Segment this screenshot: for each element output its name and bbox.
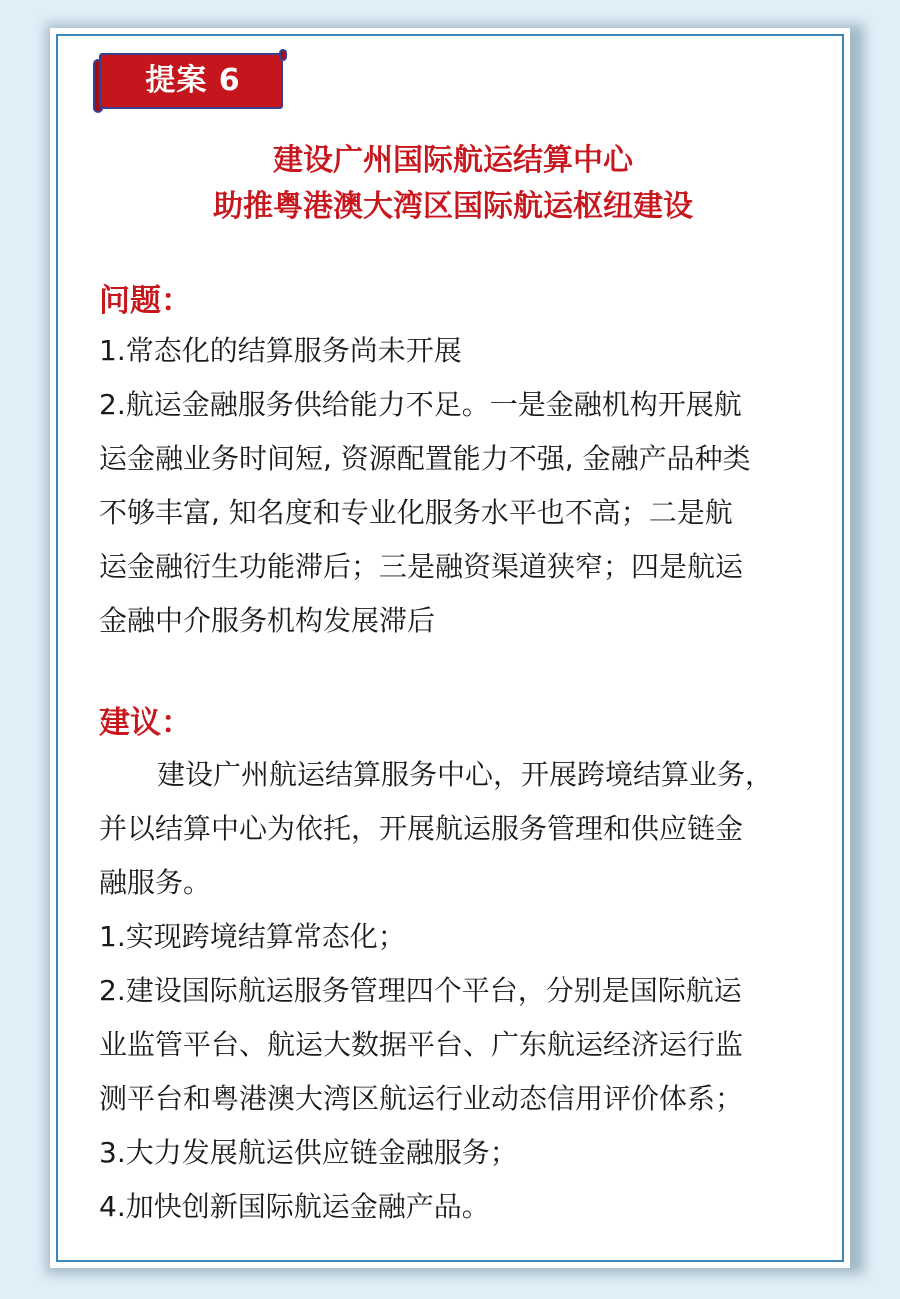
suggestion-line: 融服务。 [99, 866, 212, 899]
problem-line: 2.航运金融服务供给能力不足。一是金融机构开展航 [99, 388, 742, 421]
suggestion-line: 业监管平台、航运大数据平台、广东航运经济运行监 [99, 1028, 744, 1061]
proposal-card [50, 28, 850, 1268]
problem-heading: 问题： [99, 283, 192, 319]
suggestion-line: 测平台和粤港澳大湾区航运行业动态信用评价体系； [99, 1082, 744, 1115]
suggestion-line: 建设广州航运结算服务中心，开展跨境结算业务， [157, 758, 774, 791]
suggestion-line: 并以结算中心为依托，开展航运服务管理和供应链金 [99, 812, 744, 845]
ribbon-curl-right [279, 49, 287, 61]
problem-line: 不够丰富, 知名度和专业化服务水平也不高；二是航 [99, 496, 733, 529]
suggestion-heading: 建议： [99, 705, 192, 741]
proposal-tag [93, 53, 283, 113]
problem-line: 运金融业务时间短, 资源配置能力不强, 金融产品种类 [99, 442, 751, 475]
suggestion-line: 1.实现跨境结算常态化； [99, 920, 406, 953]
problem-line: 1.常态化的结算服务尚未开展 [99, 334, 462, 367]
suggestion-line: 3.大力发展航运供应链金融服务； [99, 1136, 518, 1169]
proposal-title-line2: 助推粤港澳大湾区国际航运枢纽建设 [213, 189, 693, 224]
suggestion-line: 2.建设国际航运服务管理四个平台，分别是国际航运 [99, 974, 742, 1007]
suggestion-line: 4.加快创新国际航运金融产品。 [99, 1190, 490, 1223]
proposal-title-line1: 建设广州国际航运结算中心 [273, 143, 633, 178]
problem-line: 金融中介服务机构发展滞后 [99, 604, 436, 637]
proposal-tag-label: 提案 6 [145, 63, 241, 98]
problem-line: 运金融衍生功能滞后；三是融资渠道狭窄；四是航运 [99, 550, 744, 583]
